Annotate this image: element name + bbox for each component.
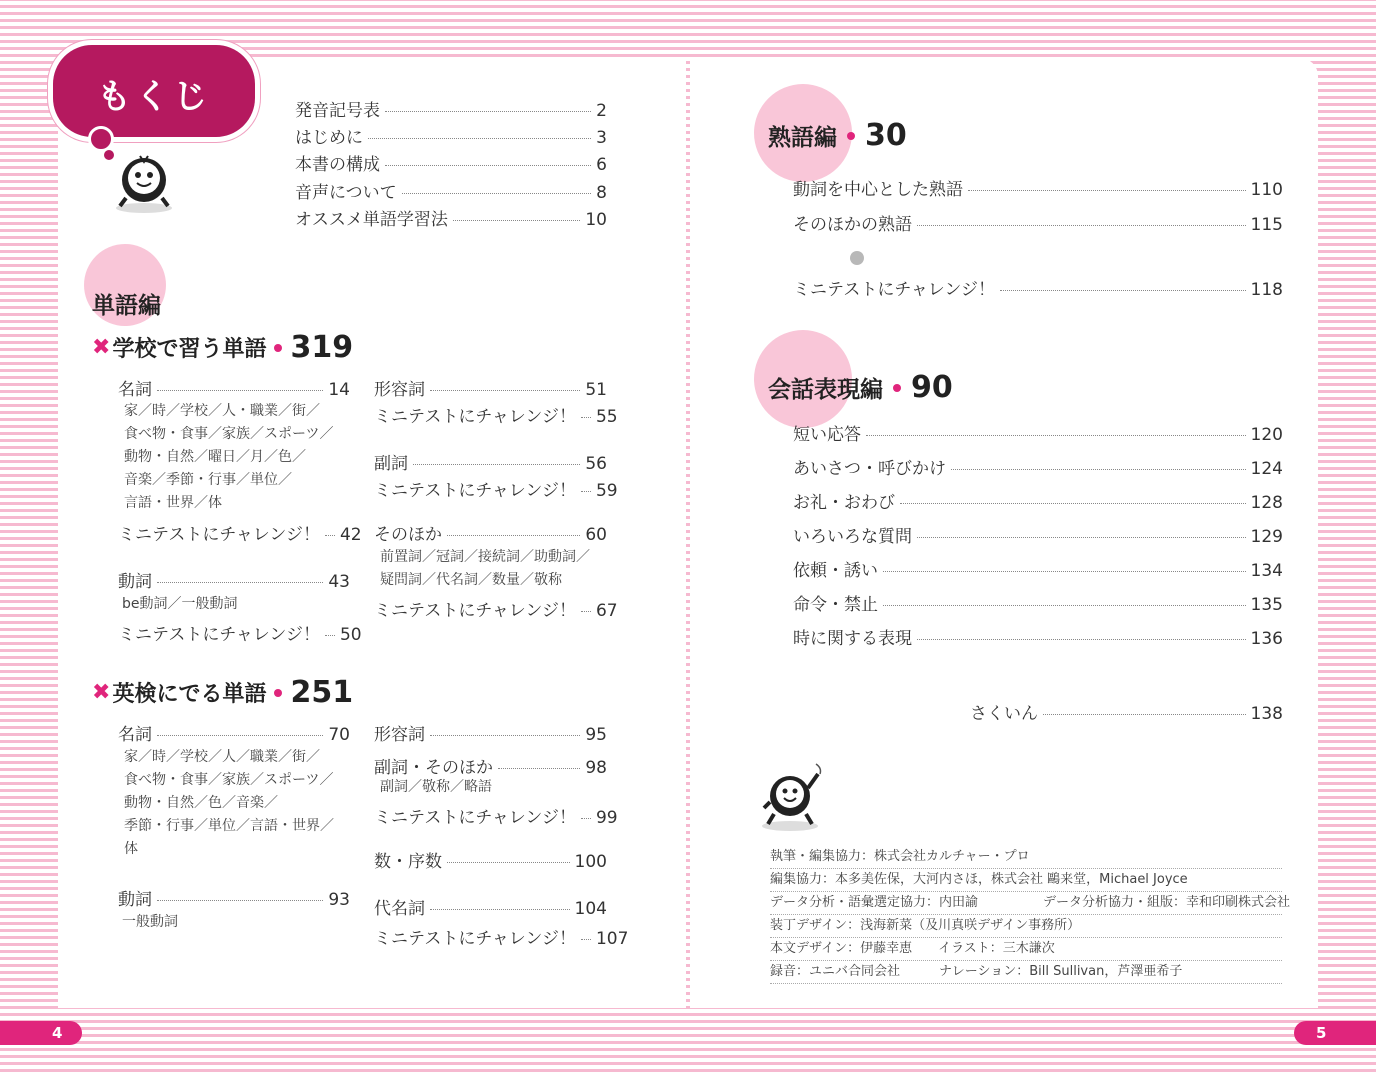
toc-entry[interactable] <box>118 620 362 645</box>
separator-dot <box>850 251 864 265</box>
section-heading-tango <box>92 287 161 320</box>
toc-entry[interactable] <box>374 720 607 745</box>
leader <box>402 193 592 194</box>
toc-label: 動詞 <box>118 572 152 592</box>
sub-line: 前置詞／冠詞／接続詞／助動詞／ <box>380 549 590 565</box>
leader <box>883 605 1246 606</box>
page-number: 42 <box>339 525 362 545</box>
category-title: 学校で習う単語 <box>112 337 267 362</box>
toc-label: ミニテストにチャレンジ！ <box>374 808 576 828</box>
toc-label: オススメ単語学習法 <box>295 210 448 230</box>
credit-line: 本文デザイン：伊藤幸恵 イラスト：三木謙次 <box>770 938 1282 961</box>
leader <box>1043 714 1246 715</box>
toc-label: ミニテストにチャレンジ！ <box>374 929 576 949</box>
toc-entry[interactable] <box>793 556 1283 581</box>
toc-label: ミニテストにチャレンジ！ <box>793 280 995 300</box>
toc-entry[interactable] <box>118 567 350 592</box>
toc-label: ミニテストにチャレンジ！ <box>374 481 576 501</box>
credit-line: 執筆・編集協力：株式会社カルチャー・プロ <box>770 846 1282 869</box>
toc-label: あいさつ・呼びかけ <box>793 459 946 479</box>
leader <box>581 417 591 418</box>
leader <box>368 138 591 139</box>
page-number: 10 <box>585 210 607 230</box>
toc-label: 依頼・誘い <box>793 561 878 581</box>
toc-entry[interactable] <box>374 476 618 501</box>
toc-label: 代名詞 <box>374 899 425 919</box>
leader <box>968 190 1246 191</box>
page-number: 2 <box>596 101 607 121</box>
leader <box>430 909 570 910</box>
page-number: 118 <box>1250 280 1283 300</box>
leader <box>866 435 1246 436</box>
toc-entry[interactable] <box>374 596 618 621</box>
toc-entry[interactable] <box>118 720 350 745</box>
toc-entry[interactable] <box>295 123 607 148</box>
leader <box>447 862 570 863</box>
page-number: 95 <box>585 725 607 745</box>
toc-label: 数・序数 <box>374 852 442 872</box>
toc-entry[interactable] <box>118 375 350 400</box>
page-number: 93 <box>328 890 350 910</box>
leader <box>325 635 335 636</box>
toc-entry[interactable] <box>374 520 607 545</box>
sub-list <box>124 746 334 861</box>
page-number: 50 <box>339 625 362 645</box>
credit-line: 編集協力：本多美佐保，大河内さほ，株式会社 鷗来堂，Michael Joyce <box>770 869 1282 892</box>
toc-entry[interactable] <box>295 205 607 230</box>
toc-entry[interactable] <box>374 894 607 919</box>
sub-line: 家／時／学校／人・職業／街／ <box>124 403 320 419</box>
toc-label: ミニテストにチャレンジ！ <box>374 601 576 621</box>
phrase-count: 90 <box>911 370 953 405</box>
page-number-label: 5 <box>1316 1024 1327 1042</box>
toc-title-badge <box>48 40 260 142</box>
toc-entry[interactable] <box>295 150 607 175</box>
toc-entry[interactable] <box>374 803 618 828</box>
pink-dot-icon <box>274 689 282 697</box>
toc-entry[interactable] <box>793 175 1283 200</box>
toc-entry[interactable] <box>793 454 1283 479</box>
page-number: 115 <box>1250 215 1283 235</box>
leader <box>951 469 1246 470</box>
toc-label: そのほかの熟語 <box>793 215 912 235</box>
section-label: 単語編 <box>92 293 161 319</box>
toc-label: 音声について <box>295 183 397 203</box>
toc-label: いろいろな質問 <box>793 527 912 547</box>
mascot-waving-icon <box>760 758 826 832</box>
leader <box>917 225 1246 226</box>
toc-entry[interactable] <box>374 449 607 474</box>
leader <box>157 735 323 736</box>
page-number-right <box>1294 1021 1376 1045</box>
page-number: 104 <box>574 899 607 919</box>
leader <box>325 535 335 536</box>
word-count: 319 <box>290 330 354 365</box>
leader <box>157 900 323 901</box>
toc-entry[interactable] <box>793 590 1283 615</box>
page-number: 100 <box>574 852 607 872</box>
toc-entry[interactable] <box>118 520 362 545</box>
sub-line: 季節・行事／単位／言語・世界／ <box>124 818 334 834</box>
page-number: 98 <box>585 758 607 778</box>
page-number: 51 <box>585 380 607 400</box>
toc-label: 形容詞 <box>374 380 425 400</box>
toc-label: 時に関する表現 <box>793 629 912 649</box>
mascot-icon <box>112 148 176 214</box>
toc-label: 副詞 <box>374 454 408 474</box>
credits-block <box>770 846 1291 984</box>
toc-label: はじめに <box>295 128 363 148</box>
word-count: 251 <box>290 675 354 710</box>
sub-line: 動物・自然／色／音楽／ <box>124 795 278 811</box>
leader <box>581 491 591 492</box>
toc-label: 動詞 <box>118 890 152 910</box>
leader <box>430 390 580 391</box>
section-heading-jukugo <box>768 118 907 153</box>
sub-line: 一般動詞 <box>122 914 178 930</box>
page-number: 120 <box>1250 425 1283 445</box>
leader <box>917 537 1246 538</box>
cross-icon: ✖ <box>92 680 111 705</box>
toc-label: 発音記号表 <box>295 101 380 121</box>
page-number: 14 <box>328 380 350 400</box>
page-number: 59 <box>595 481 618 501</box>
toc-entry[interactable] <box>793 275 1283 300</box>
sub-list <box>124 400 333 515</box>
page-number: 134 <box>1250 561 1283 581</box>
page-number: 67 <box>595 601 618 621</box>
page-number: 70 <box>328 725 350 745</box>
page-number: 60 <box>585 525 607 545</box>
page-number: 136 <box>1250 629 1283 649</box>
page-number: 129 <box>1250 527 1283 547</box>
page-number: 135 <box>1250 595 1283 615</box>
toc-entry[interactable] <box>295 178 607 203</box>
leader <box>581 611 591 612</box>
sub-line: be動詞／一般動詞 <box>122 596 238 612</box>
page-number: 128 <box>1250 493 1283 513</box>
toc-entry[interactable] <box>793 420 1283 445</box>
pink-dot-icon <box>893 384 901 392</box>
sub-list <box>380 546 590 592</box>
sub-line: 音楽／季節・行事／単位／ <box>124 472 292 488</box>
leader <box>498 768 580 769</box>
sub-line: 食べ物・食事／家族／スポーツ／ <box>124 426 334 442</box>
toc-entry[interactable] <box>374 924 629 949</box>
page-number: 43 <box>328 572 350 592</box>
pink-dot-icon <box>847 132 855 140</box>
toc-entry[interactable] <box>374 847 607 872</box>
page-number: 6 <box>596 155 607 175</box>
category-heading-eiken <box>92 675 353 710</box>
sub-line: 動物・自然／曜日／月／色／ <box>124 449 306 465</box>
leader <box>581 818 591 819</box>
sub-line: 家／時／学校／人／職業／街／ <box>124 749 320 765</box>
toc-entry[interactable] <box>793 522 1283 547</box>
section-heading-kaiwa <box>768 370 953 405</box>
toc-label: さくいん <box>970 704 1038 724</box>
page-number-label: 4 <box>52 1024 63 1042</box>
sub-line: 食べ物・食事／家族／スポーツ／ <box>124 772 334 788</box>
toc-entry[interactable] <box>374 753 607 778</box>
toc-label: 本書の構成 <box>295 155 380 175</box>
leader <box>430 735 580 736</box>
page-number: 107 <box>595 929 629 949</box>
toc-entry[interactable] <box>374 402 618 427</box>
toc-label: そのほか <box>374 525 442 545</box>
section-label: 会話表現編 <box>768 377 883 403</box>
toc-entry[interactable] <box>793 210 1283 235</box>
page-number: 99 <box>595 808 618 828</box>
sub-line: 言語・世界／体 <box>124 495 222 511</box>
page-number: 56 <box>585 454 607 474</box>
leader <box>917 639 1246 640</box>
toc-label: ミニテストにチャレンジ！ <box>374 407 576 427</box>
toc-label: 動詞を中心とした熟語 <box>793 180 963 200</box>
leader <box>157 582 323 583</box>
toc-entry[interactable] <box>118 885 350 910</box>
sub-line: 疑問詞／代名詞／数量／敬称 <box>380 572 562 588</box>
category-heading-school <box>92 330 353 365</box>
category-title: 英検にでる単語 <box>112 682 267 707</box>
toc-label: 名詞 <box>118 380 152 400</box>
toc-label: 命令・禁止 <box>793 595 878 615</box>
leader <box>385 165 591 166</box>
sub-line: 体 <box>124 841 138 857</box>
page-number-left <box>0 1021 82 1045</box>
phrase-count: 30 <box>865 118 907 153</box>
credit-line: データ分析・語彙選定協力：内田諭 データ分析協力・組版：幸和印刷株式会社 <box>770 892 1282 915</box>
page-number: 3 <box>596 128 607 148</box>
page-title: もくじ <box>97 77 211 117</box>
toc-label: 名詞 <box>118 725 152 745</box>
toc-label: ミニテストにチャレンジ！ <box>118 625 320 645</box>
leader <box>157 390 323 391</box>
cross-icon: ✖ <box>92 335 111 360</box>
page-number: 110 <box>1250 180 1283 200</box>
credit-line: 装丁デザイン：浅海新菜（及川真咲デザイン事務所） <box>770 915 1282 938</box>
toc-label: ミニテストにチャレンジ！ <box>118 525 320 545</box>
leader <box>453 220 581 221</box>
page-number: 8 <box>596 183 607 203</box>
toc-label: 短い応答 <box>793 425 861 445</box>
toc-label: 副詞・そのほか <box>374 758 493 778</box>
leader <box>447 535 580 536</box>
leader <box>385 111 591 112</box>
section-label: 熟語編 <box>768 125 837 151</box>
page-number: 124 <box>1250 459 1283 479</box>
leader <box>413 464 580 465</box>
credit-line: 録音：ユニバ合同会社 ナレーション：Bill Sullivan，芦澤亜希子 <box>770 961 1282 984</box>
toc-entry[interactable] <box>374 375 607 400</box>
toc-label: お礼・おわび <box>793 493 895 513</box>
toc-entry[interactable] <box>295 96 607 121</box>
toc-entry[interactable] <box>793 624 1283 649</box>
leader <box>581 939 591 940</box>
toc-entry[interactable] <box>793 488 1283 513</box>
leader <box>1000 290 1246 291</box>
sub-line: 副詞／敬称／略語 <box>380 779 492 795</box>
page-number: 138 <box>1250 704 1283 724</box>
toc-entry-index[interactable] <box>970 699 1283 724</box>
page-number: 55 <box>595 407 618 427</box>
leader <box>883 571 1246 572</box>
pink-dot-icon <box>274 344 282 352</box>
toc-label: 形容詞 <box>374 725 425 745</box>
leader <box>900 503 1246 504</box>
